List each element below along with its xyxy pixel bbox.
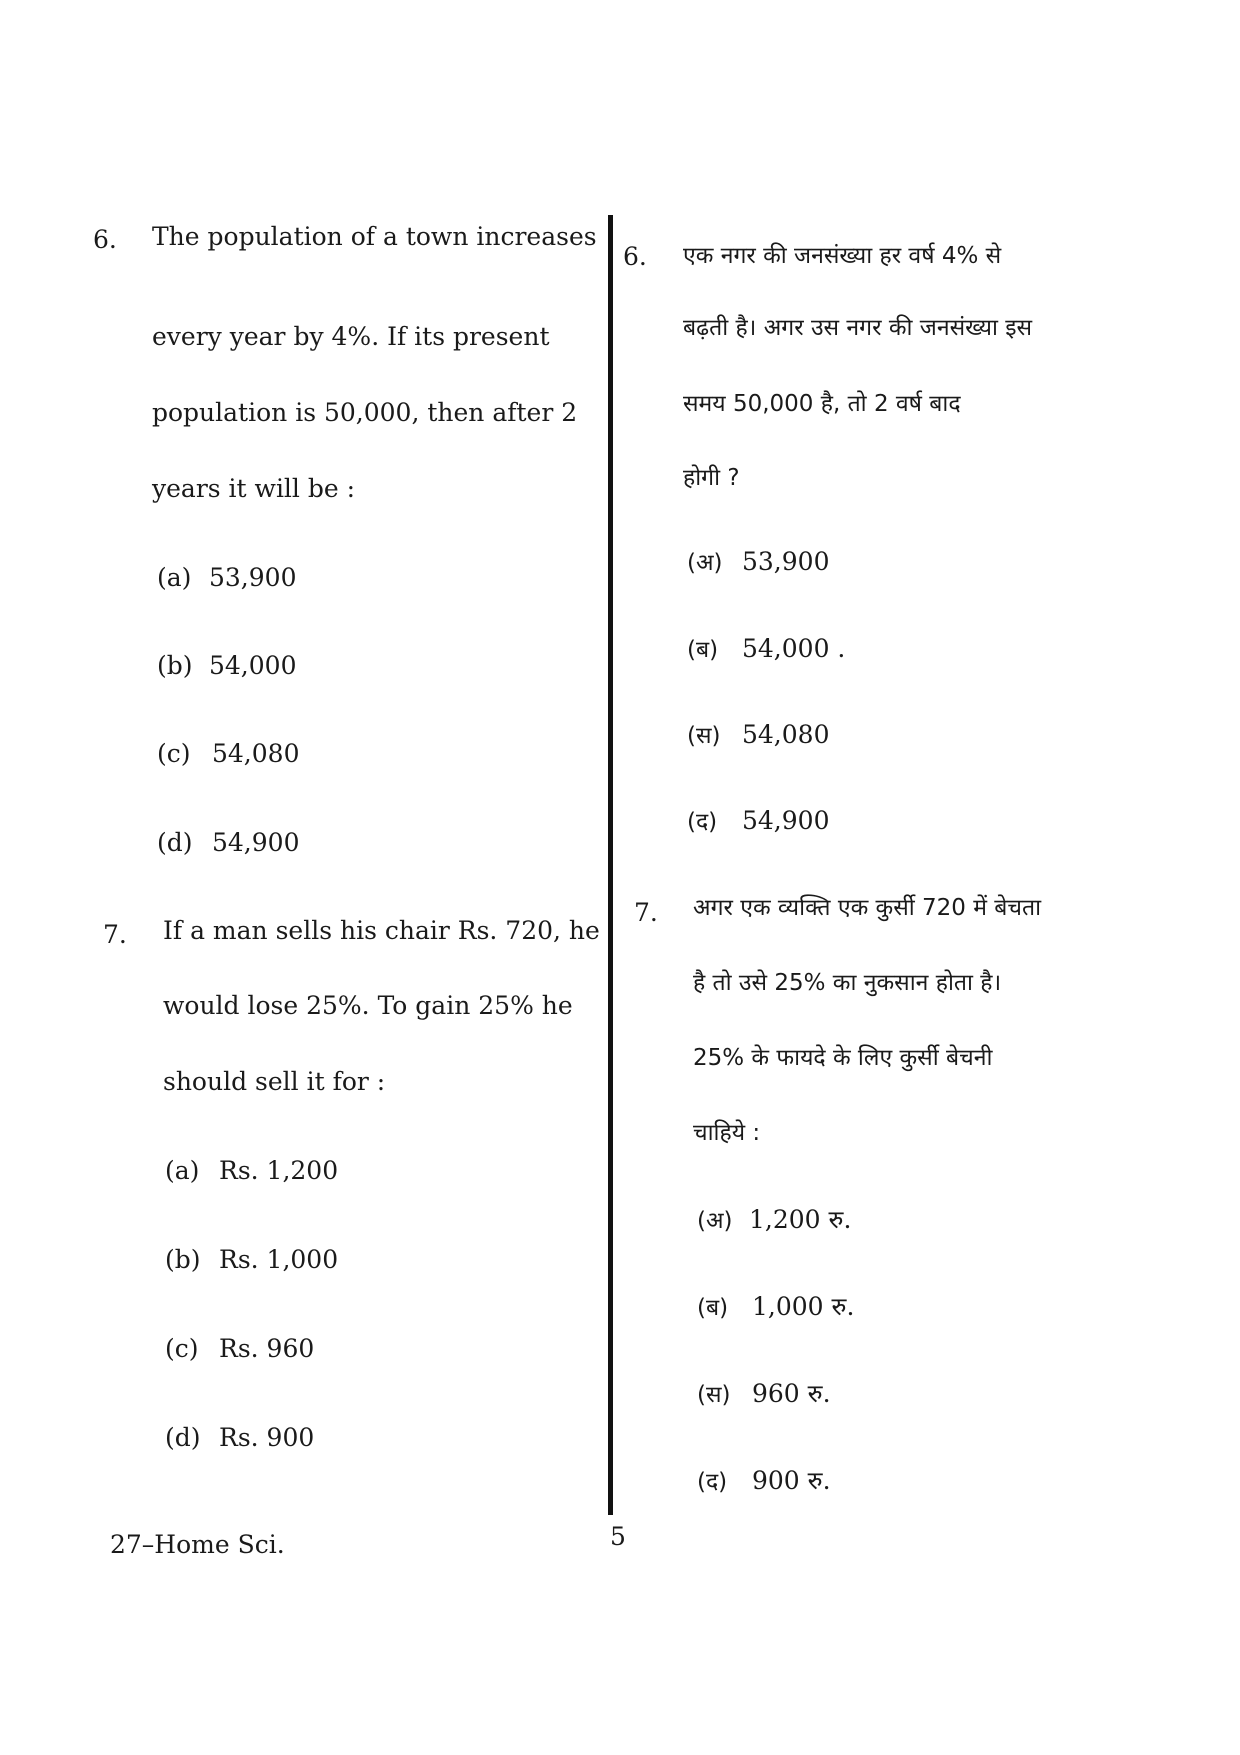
option-a[interactable]: [697, 1202, 851, 1236]
option-c[interactable]: [157, 739, 299, 768]
option-label: (b): [165, 1245, 201, 1274]
option-text: 53,900: [209, 563, 297, 592]
question-text-line: 25% के फायदे के लिए कुर्सी बेचनी: [693, 1045, 993, 1071]
question-text-line: अगर एक व्यक्ति एक कुर्सी 720 में बेचता: [693, 895, 1042, 921]
question-text-line: every year by 4%. If its present: [152, 322, 550, 351]
column-divider: [608, 215, 613, 1515]
option-text: 54,900: [212, 828, 300, 857]
question-text-line: है तो उसे 25% का नुकसान होता है।: [693, 970, 1002, 996]
option-text: 54,000: [209, 651, 297, 680]
option-a[interactable]: [687, 545, 829, 577]
option-label: (द): [697, 1469, 728, 1495]
option-b[interactable]: [165, 1245, 338, 1274]
option-text: 54,080: [212, 739, 300, 768]
option-text: Rs. 1,200: [219, 1156, 339, 1185]
option-label: (अ): [697, 1208, 733, 1234]
option-label: (c): [165, 1334, 199, 1363]
question-number: 6.: [623, 242, 647, 271]
option-label: (ब): [687, 637, 719, 663]
question-number: 6.: [93, 225, 117, 254]
option-d[interactable]: [687, 804, 829, 836]
option-text: 1,200 रु.: [749, 1205, 852, 1234]
option-text: 960 रु.: [752, 1379, 831, 1408]
option-d[interactable]: [157, 828, 299, 857]
option-a[interactable]: [157, 563, 296, 592]
option-label: (b): [157, 651, 193, 680]
option-a[interactable]: [165, 1156, 338, 1185]
option-c[interactable]: [687, 718, 829, 750]
question-number: 7.: [634, 898, 658, 927]
option-b[interactable]: [697, 1289, 854, 1323]
question-text-line: एक नगर की जनसंख्या हर वर्ष 4% से: [683, 243, 1002, 269]
option-label: (c): [157, 739, 191, 768]
option-label: (ब): [697, 1295, 729, 1321]
question-text-line: If a man sells his chair Rs. 720, he: [163, 916, 600, 945]
option-text: 1,000 रु.: [752, 1292, 855, 1321]
question-text-line: चाहिये :: [693, 1120, 761, 1146]
option-label: (स): [697, 1382, 731, 1408]
question-text-line: होगी ?: [683, 465, 740, 491]
option-text: Rs. 1,000: [219, 1245, 339, 1274]
question-text-line: समय 50,000 है, तो 2 वर्ष बाद: [683, 391, 961, 417]
option-c[interactable]: [697, 1376, 831, 1410]
option-label: (a): [165, 1156, 200, 1185]
option-label: (स): [687, 723, 721, 749]
option-b[interactable]: [687, 632, 845, 664]
question-text-line: would lose 25%. To gain 25% he: [163, 991, 573, 1020]
option-b[interactable]: [157, 651, 296, 680]
option-label: (d): [165, 1423, 201, 1452]
option-text: 53,900: [742, 547, 830, 576]
option-c[interactable]: [165, 1334, 314, 1363]
question-text-line: years it will be :: [152, 474, 356, 503]
option-label: (d): [157, 828, 193, 857]
option-label: (अ): [687, 550, 723, 576]
page-number: 5: [610, 1522, 626, 1551]
option-label: (द): [687, 809, 718, 835]
option-text: Rs. 960: [219, 1334, 315, 1363]
option-text: 54,000 .: [742, 634, 846, 663]
option-text: 54,900: [742, 806, 830, 835]
option-d[interactable]: [165, 1423, 314, 1452]
option-text: 900 रु.: [752, 1466, 831, 1495]
question-text-line: should sell it for :: [163, 1067, 386, 1096]
question-number: 7.: [103, 920, 127, 949]
option-text: 54,080: [742, 720, 830, 749]
option-text: Rs. 900: [219, 1423, 315, 1452]
question-text-line: बढ़ती है। अगर उस नगर की जनसंख्या इस: [683, 315, 1033, 341]
question-text-line: population is 50,000, then after 2: [152, 398, 578, 427]
option-d[interactable]: [697, 1463, 831, 1497]
paper-code: 27–Home Sci.: [110, 1530, 285, 1559]
option-label: (a): [157, 563, 192, 592]
question-text-line: The population of a town increases: [152, 222, 597, 251]
